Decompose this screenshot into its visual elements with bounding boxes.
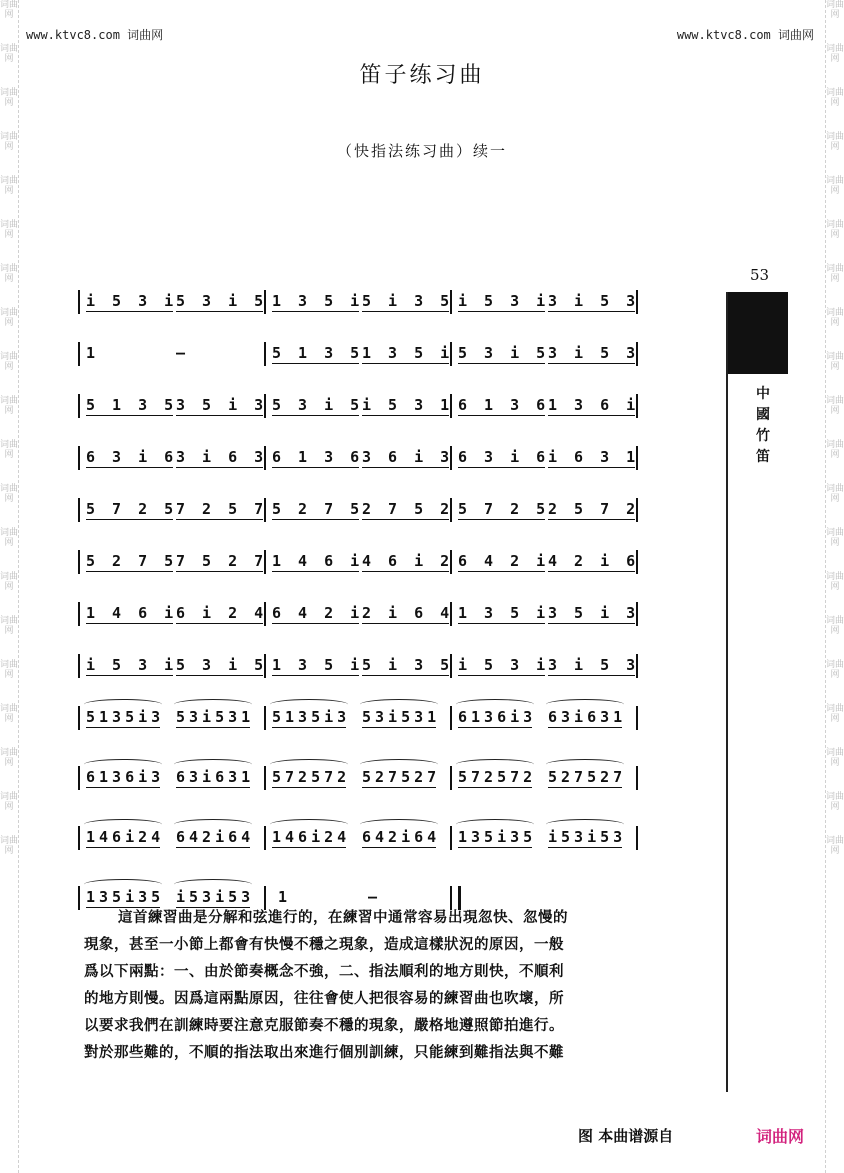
barline — [264, 766, 266, 790]
note-group: 527527 — [362, 768, 441, 786]
barline — [264, 706, 266, 730]
note-group: i 5 3 i — [86, 292, 178, 310]
watermark-text: 词曲网 — [826, 836, 844, 856]
note-group: 1 3 5 i — [458, 604, 550, 622]
note-group: 6 3 i 6 — [86, 448, 178, 466]
note-group: i53i53 — [176, 888, 255, 906]
note-group: 63i631 — [176, 768, 255, 786]
watermark-text: 词曲网 — [0, 44, 19, 64]
footer-brand-link[interactable]: 词曲网 — [756, 1127, 805, 1146]
watermark-text: 词曲网 — [0, 396, 19, 416]
note-group: 5135i3 — [86, 708, 165, 726]
note-group: 1 3 5 i — [362, 344, 454, 362]
paragraph-line: 以要求我們在訓練時要注意克服節奏不穩的現象，嚴格地遵照節拍進行。 — [84, 1017, 564, 1034]
watermark-text: 词曲网 — [0, 352, 19, 372]
barline — [78, 886, 80, 910]
barline — [78, 826, 80, 850]
note-group: 146i24 — [272, 828, 351, 846]
note-group: 5 i 3 5 — [362, 656, 454, 674]
note-group: 572572 — [458, 768, 537, 786]
note-group: i 5 3 i — [458, 292, 550, 310]
barline — [636, 706, 638, 730]
watermark-text: 词曲网 — [826, 572, 844, 592]
watermark-text: 词曲网 — [826, 308, 844, 328]
score-row — [78, 756, 646, 816]
note-group: 642i64 — [176, 828, 255, 846]
site-url-left[interactable]: www.ktvc8.com 词曲网 — [26, 28, 164, 42]
note-group: 1 — [86, 344, 100, 362]
side-rule — [726, 292, 728, 1092]
barline — [78, 394, 80, 418]
barline — [78, 290, 80, 314]
note-group: 5 1 3 5 — [86, 396, 178, 414]
barline — [264, 826, 266, 850]
barline — [450, 826, 452, 850]
page-number: 53 — [750, 266, 770, 284]
note-group: 2 7 5 2 — [362, 500, 454, 518]
watermark-strip-right — [825, 0, 844, 1173]
note-group: 7 5 2 7 — [176, 552, 268, 570]
watermark-text: 词曲网 — [826, 748, 844, 768]
watermark-text: 词曲网 — [826, 792, 844, 812]
barline — [78, 550, 80, 574]
watermark-text: 词曲网 — [0, 836, 19, 856]
note-group: 6 3 i 6 — [458, 448, 550, 466]
watermark-text: 词曲网 — [0, 440, 19, 460]
footer-source-text: 图 本曲谱源自 — [578, 1127, 674, 1145]
note-group: 3 5 i 3 — [548, 604, 640, 622]
note-group: i 6 3 1 — [548, 448, 640, 466]
note-group: i 5 3 1 — [362, 396, 454, 414]
watermark-text: 词曲网 — [826, 220, 844, 240]
note-group: 642i64 — [362, 828, 441, 846]
watermark-text: 词曲网 — [0, 484, 19, 504]
watermark-text: 词曲网 — [826, 0, 844, 20]
note-group: 6 4 2 i — [458, 552, 550, 570]
barline — [450, 766, 452, 790]
score-row — [78, 436, 646, 488]
score-row — [78, 280, 646, 332]
barline — [636, 766, 638, 790]
note-group: 6 4 2 i — [272, 604, 364, 622]
score-row — [78, 696, 646, 756]
watermark-text: 词曲网 — [0, 176, 19, 196]
note-group: 6 i 2 4 — [176, 604, 268, 622]
note-group: i 5 3 i — [458, 656, 550, 674]
watermark-strip-left — [0, 0, 19, 1173]
note-group: 1 4 6 i — [272, 552, 364, 570]
score-row — [78, 332, 646, 384]
watermark-text: 词曲网 — [826, 396, 844, 416]
note-group: 5 i 3 5 — [362, 292, 454, 310]
watermark-text: 词曲网 — [0, 528, 19, 548]
barline — [450, 706, 452, 730]
score-row — [78, 644, 646, 696]
watermark-text: 词曲网 — [0, 220, 19, 240]
note-group: 146i24 — [86, 828, 165, 846]
note-group: 3 5 i 3 — [176, 396, 268, 414]
paragraph-line: 的地方則慢。因爲這兩點原因，往往會使人把很容易的練習曲也吹壞，所 — [84, 990, 564, 1007]
score-row — [78, 540, 646, 592]
barline — [78, 766, 80, 790]
note-group: 7 2 5 7 — [176, 500, 268, 518]
note-group: 1 3 6 i — [548, 396, 640, 414]
note-group: 3 i 5 3 — [548, 344, 640, 362]
watermark-text: 词曲网 — [826, 132, 844, 152]
note-group: 3 6 i 3 — [362, 448, 454, 466]
note-group: 5 1 3 5 — [272, 344, 364, 362]
barline — [636, 826, 638, 850]
note-group: — — [368, 888, 382, 906]
note-group: i 5 3 i — [86, 656, 178, 674]
watermark-text: 词曲网 — [826, 44, 844, 64]
paragraph-line: 對於那些難的，不順的指法取出來進行個別訓練，只能練到難指法與不難 — [84, 1044, 564, 1061]
note-group: 5 3 i 5 — [272, 396, 364, 414]
watermark-text: 词曲网 — [0, 792, 19, 812]
note-group: 2 i 6 4 — [362, 604, 454, 622]
note-group: 572572 — [272, 768, 351, 786]
note-group: 1 4 6 i — [86, 604, 178, 622]
watermark-text: 词曲网 — [826, 484, 844, 504]
note-group: 1 3 5 i — [272, 292, 364, 310]
note-group: 5 7 2 5 — [86, 500, 178, 518]
note-group: 5 3 i 5 — [176, 292, 268, 310]
note-group: — — [176, 344, 190, 362]
page-title: 笛子练习曲 — [359, 63, 485, 88]
watermark-text: 词曲网 — [826, 264, 844, 284]
note-group: 1 — [278, 888, 292, 906]
note-group: 135i35 — [86, 888, 165, 906]
note-group: 5 3 i 5 — [458, 344, 550, 362]
barline — [78, 446, 80, 470]
note-group: 2 5 7 2 — [548, 500, 640, 518]
paragraph-line: 現象，甚至一小節上都會有快慢不穩之現象，造成這樣狀況的原因，一般 — [84, 936, 564, 953]
watermark-text: 词曲网 — [0, 0, 19, 20]
watermark-text: 词曲网 — [0, 748, 19, 768]
watermark-text: 词曲网 — [0, 264, 19, 284]
score-row — [78, 816, 646, 876]
note-group: 5 2 7 5 — [86, 552, 178, 570]
note-group: 53i531 — [176, 708, 255, 726]
note-group: 5 3 i 5 — [176, 656, 268, 674]
watermark-text: 词曲网 — [0, 132, 19, 152]
watermark-text: 词曲网 — [826, 616, 844, 636]
page-subtitle: （快指法练习曲）续一 — [336, 142, 507, 160]
watermark-text: 词曲网 — [826, 528, 844, 548]
note-group: 63i631 — [548, 708, 627, 726]
barline — [78, 342, 80, 366]
note-group: 4 6 i 2 — [362, 552, 454, 570]
paragraph-line: 這首練習曲是分解和弦進行的，在練習中通常容易出現忽快、忽慢的 — [118, 909, 568, 926]
barline — [78, 654, 80, 678]
note-group: 6 1 3 6 — [272, 448, 364, 466]
note-group: 1 3 5 i — [272, 656, 364, 674]
note-group: 6 1 3 6 — [458, 396, 550, 414]
note-group: 527527 — [548, 768, 627, 786]
watermark-text: 词曲网 — [826, 440, 844, 460]
note-group: 3 i 5 3 — [548, 656, 640, 674]
barline — [264, 342, 266, 366]
score-row — [78, 488, 646, 540]
note-group: 3 i 5 3 — [548, 292, 640, 310]
watermark-text: 词曲网 — [0, 88, 19, 108]
note-group: 53i531 — [362, 708, 441, 726]
note-group: 135i35 — [458, 828, 537, 846]
watermark-text: 词曲网 — [0, 660, 19, 680]
barline — [78, 498, 80, 522]
watermark-text: 词曲网 — [826, 88, 844, 108]
note-group: i53i53 — [548, 828, 627, 846]
score-row — [78, 384, 646, 436]
paragraph-line: 爲以下兩點：一、由於節奏概念不強，二、指法順利的地方則快，不順利 — [84, 963, 564, 980]
barline — [78, 706, 80, 730]
watermark-text: 词曲网 — [0, 572, 19, 592]
watermark-text: 词曲网 — [826, 704, 844, 724]
note-group: 5 2 7 5 — [272, 500, 364, 518]
watermark-text: 词曲网 — [826, 660, 844, 680]
watermark-text: 词曲网 — [0, 308, 19, 328]
watermark-text: 词曲网 — [826, 352, 844, 372]
watermark-text: 词曲网 — [0, 616, 19, 636]
note-group: 5 7 2 5 — [458, 500, 550, 518]
site-url-right[interactable]: www.ktvc8.com 词曲网 — [676, 28, 814, 42]
note-group: 6136i3 — [86, 768, 165, 786]
watermark-text: 词曲网 — [0, 704, 19, 724]
explanation-paragraph — [84, 904, 684, 1066]
note-group: 3 i 6 3 — [176, 448, 268, 466]
score-row — [78, 592, 646, 644]
side-tab-block — [726, 292, 788, 374]
barline — [78, 602, 80, 626]
note-group: 6136i3 — [458, 708, 537, 726]
note-group: 4 2 i 6 — [548, 552, 640, 570]
jianpu-score — [78, 280, 646, 936]
side-label: 中國竹笛 — [756, 386, 770, 465]
note-group: 5135i3 — [272, 708, 351, 726]
watermark-text: 词曲网 — [826, 176, 844, 196]
